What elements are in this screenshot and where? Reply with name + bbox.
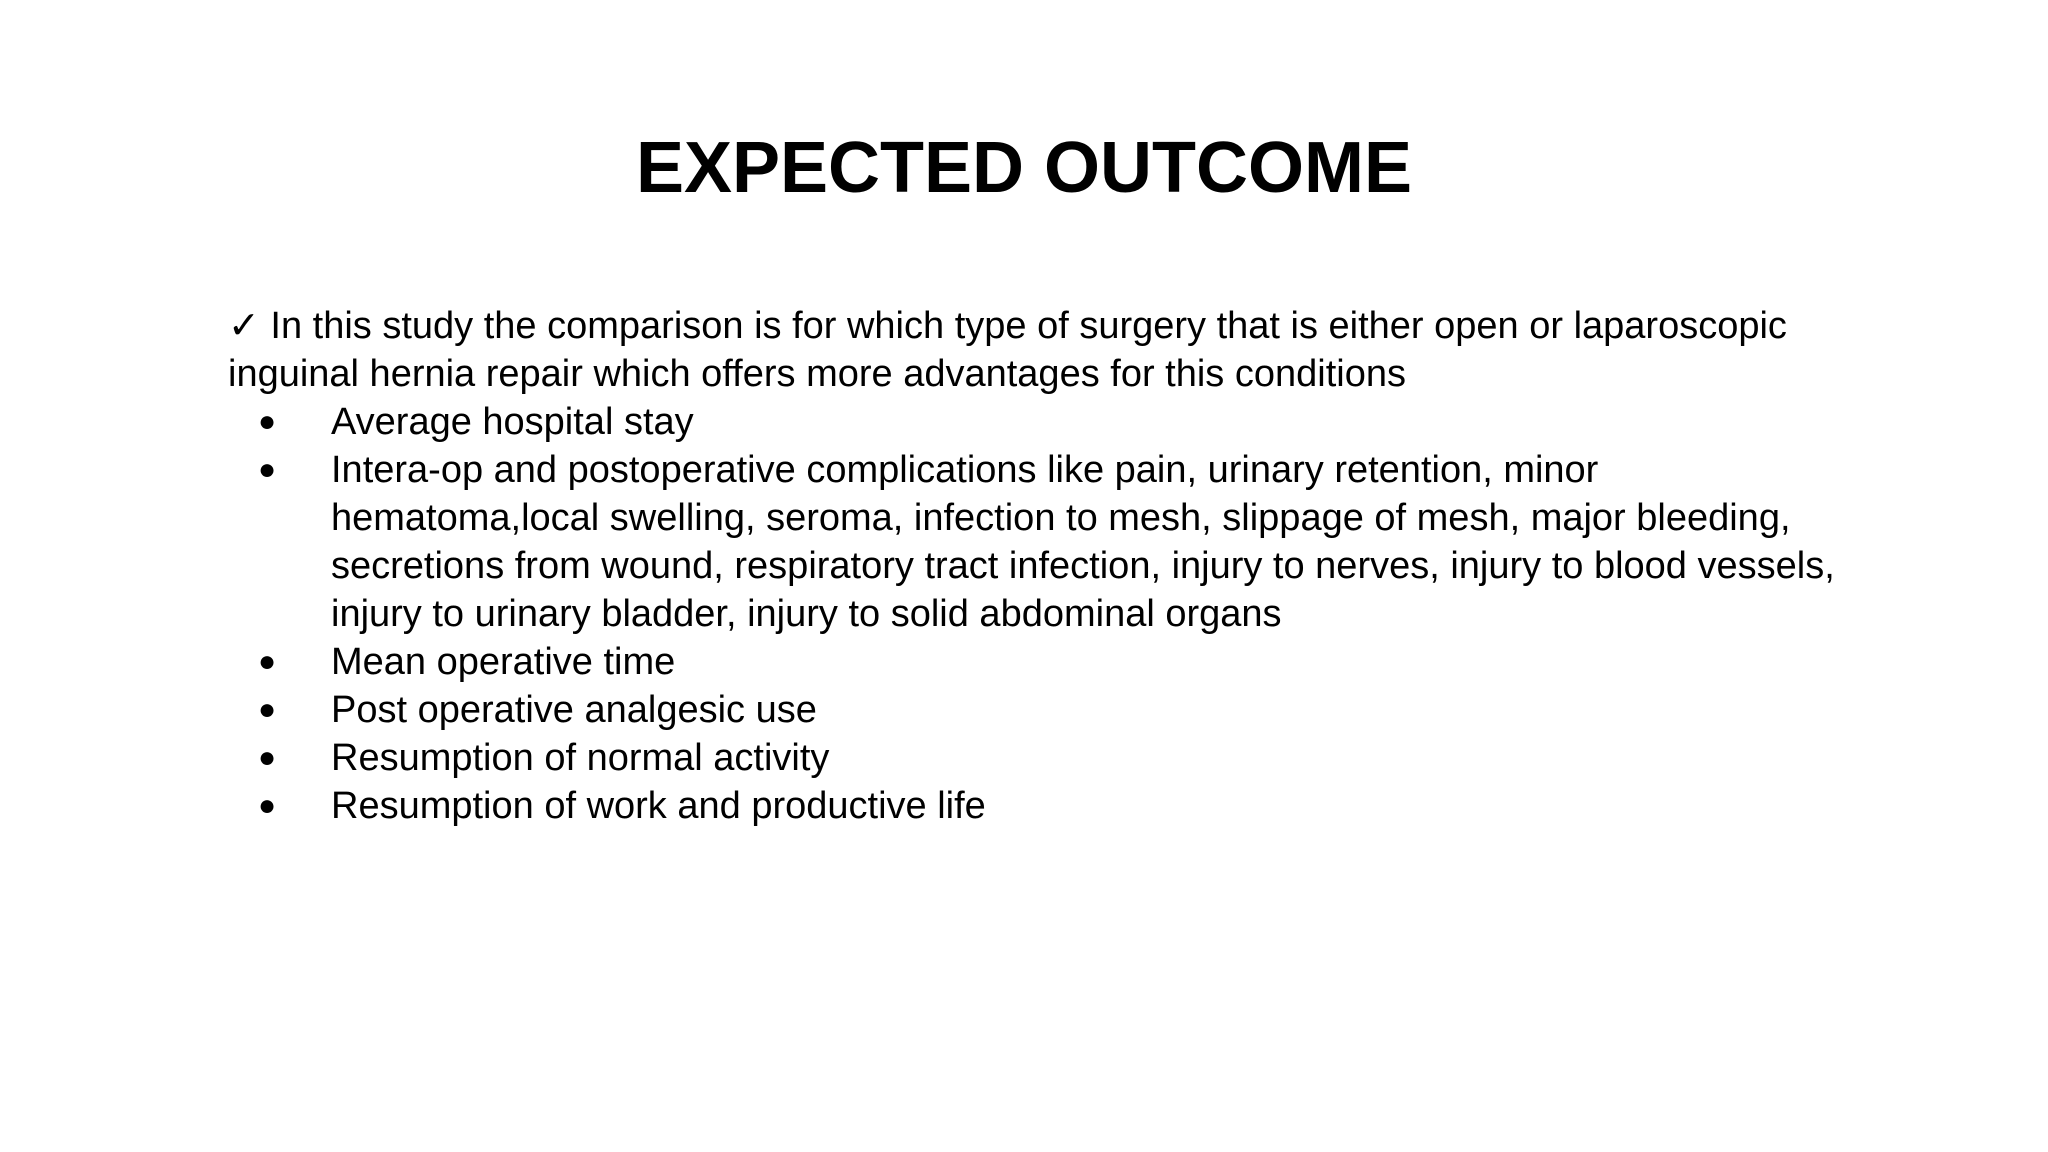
list-item-text: Average hospital stay xyxy=(331,401,694,443)
bullet-icon: ● xyxy=(258,453,277,486)
list-item-text: Mean operative time xyxy=(331,641,676,683)
list-item xyxy=(228,398,1868,446)
list-item xyxy=(228,638,1868,686)
bullet-icon: ● xyxy=(258,789,277,822)
list-item-text: Resumption of normal activity xyxy=(331,737,830,779)
bullet-icon: ● xyxy=(258,645,277,678)
slide-body xyxy=(228,302,1868,830)
bullet-icon: ● xyxy=(258,693,277,726)
list-item-text: Post operative analgesic use xyxy=(331,689,817,731)
list-item xyxy=(228,782,1868,830)
list-item xyxy=(228,734,1868,782)
bullet-icon: ● xyxy=(258,741,277,774)
list-item xyxy=(228,686,1868,734)
list-item-text: Resumption of work and productive life xyxy=(331,785,986,827)
list-item-text: Intera-op and postoperative complications like pain, urinary retention, minor hematoma,local swelling, seroma, infection to mesh, slippage of mesh, major bleeding, secretions from wound, respiratory tract infection, injury to nerves, injury to blood vessels, injury to urinary bladder, injury to solid abdominal organs xyxy=(331,449,1835,635)
intro-paragraph: ✓ In this study the comparison is for which type of surgery that is either open or laparoscopic inguinal hernia repair which offers more advantages for this conditions xyxy=(228,305,1787,395)
bullet-icon: ● xyxy=(258,405,277,438)
slide-title: EXPECTED OUTCOME xyxy=(635,128,1413,208)
list-item xyxy=(228,446,1868,638)
outcome-list xyxy=(228,398,1868,830)
